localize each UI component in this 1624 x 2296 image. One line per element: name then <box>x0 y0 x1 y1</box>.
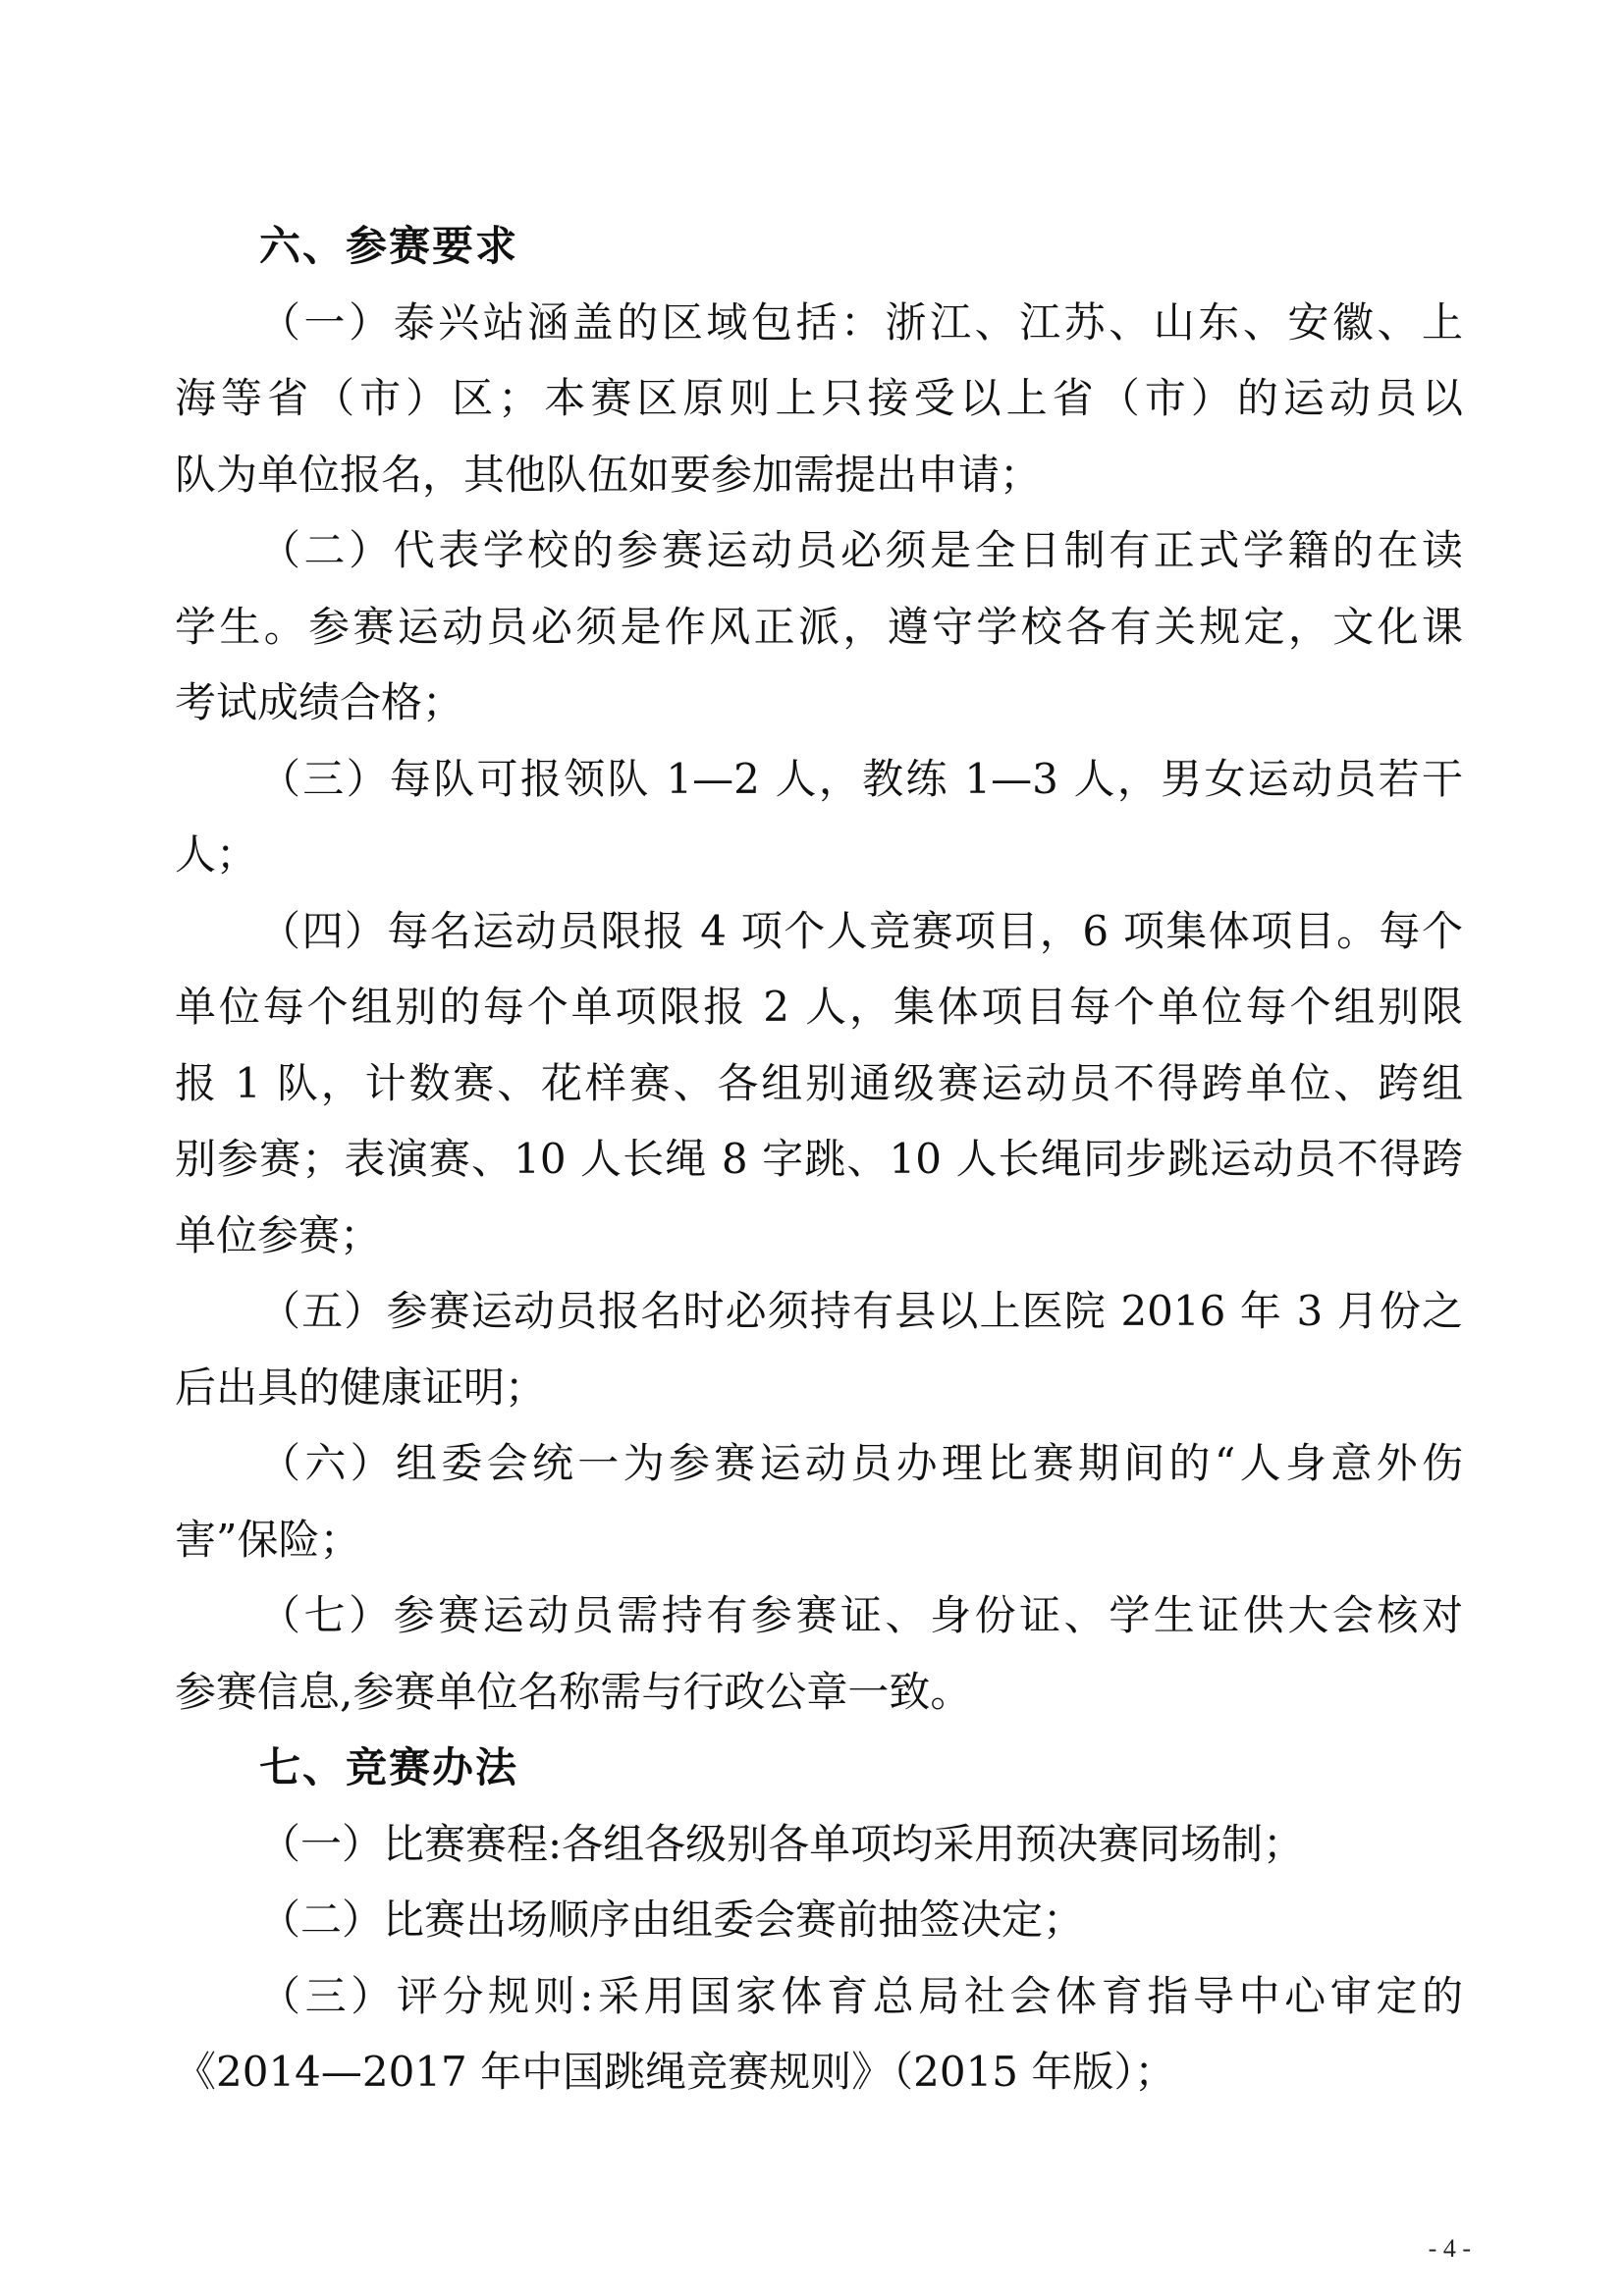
method-item-2 <box>175 1882 1463 1958</box>
paragraph-line: 《2014—2017 年中国跳绳竞赛规则》（2015 年版）； <box>175 2048 1176 2096</box>
paragraph-line: （一）比赛赛程:各组各级别各单项均采用预决赛同场制； <box>259 1819 1305 1868</box>
paragraph-line: （二）比赛出场顺序由组委会赛前抽签决定； <box>259 1896 1085 1944</box>
paragraph-line: （三）评分规则:采用国家体育总局社会体育指导中心审定的 <box>259 1971 1463 2020</box>
paragraph-line: 后出具的健康证明； <box>175 1362 547 1412</box>
requirement-item-5 <box>175 1273 1463 1425</box>
paragraph-line: 考试成绩合格； <box>175 678 464 726</box>
paragraph-line: 学生。参赛运动员必须是作风正派，遵守学校各有关规定，文化课 <box>175 602 1463 651</box>
paragraph-line: （三）每队可报领队 1—2 人，教练 1—3 人，男女运动员若干 <box>259 754 1463 803</box>
requirement-item-2 <box>175 512 1463 741</box>
method-item-3 <box>175 1958 1463 2110</box>
paragraph-line: 参赛信息,参赛单位名称需与行政公章一致。 <box>175 1667 972 1716</box>
requirement-item-6 <box>175 1425 1463 1577</box>
paragraph-line: （五）参赛运动员报名时必须持有县以上医院 2016 年 3 月份之 <box>259 1287 1463 1335</box>
paragraph-line: 报 1 队，计数赛、花样赛、各组别通级赛运动员不得跨单位、跨组 <box>175 1058 1463 1107</box>
paragraph-line: 单位参赛； <box>175 1210 382 1259</box>
paragraph-line: 队为单位报名，其他队伍如要参加需提出申请； <box>175 450 1042 499</box>
paragraph-line: （六）组委会统一为参赛运动员办理比赛期间的“人身意外伤 <box>259 1439 1463 1487</box>
paragraph-line: 害”保险； <box>175 1515 361 1564</box>
paragraph-line: （四）每名运动员限报 4 项个人竞赛项目，6 项集体项目。每个 <box>259 906 1463 955</box>
paragraph-line: 海等省（市）区；本赛区原则上只接受以上省（市）的运动员以 <box>175 374 1463 422</box>
paragraph-line: 单位每个组别的每个单项限报 2 人，集体项目每个单位每个组别限 <box>175 983 1463 1031</box>
page-number: - 4 - <box>1428 2234 1471 2263</box>
document-body <box>175 208 1463 2110</box>
requirement-item-1 <box>175 285 1463 513</box>
requirement-item-3 <box>175 741 1463 893</box>
paragraph-line: （二）代表学校的参赛运动员必须是全日制有正式学籍的在读 <box>259 526 1463 574</box>
requirement-item-4 <box>175 893 1463 1274</box>
requirement-item-7 <box>175 1577 1463 1730</box>
paragraph-line: （七）参赛运动员需持有参赛证、身份证、学生证供大会核对 <box>259 1591 1463 1639</box>
method-item-1 <box>175 1806 1463 1883</box>
paragraph-line: （一）泰兴站涵盖的区域包括：浙江、江苏、山东、安徽、上 <box>259 297 1463 347</box>
paragraph-line: 人； <box>175 830 258 879</box>
paragraph-line: 别参赛；表演赛、10 人长绳 8 字跳、10 人长绳同步跳运动员不得跨 <box>175 1135 1463 1183</box>
section-heading-participation-requirements: 六、参赛要求 <box>259 222 519 270</box>
section-heading-competition-methods: 七、竞赛办法 <box>259 1743 519 1791</box>
